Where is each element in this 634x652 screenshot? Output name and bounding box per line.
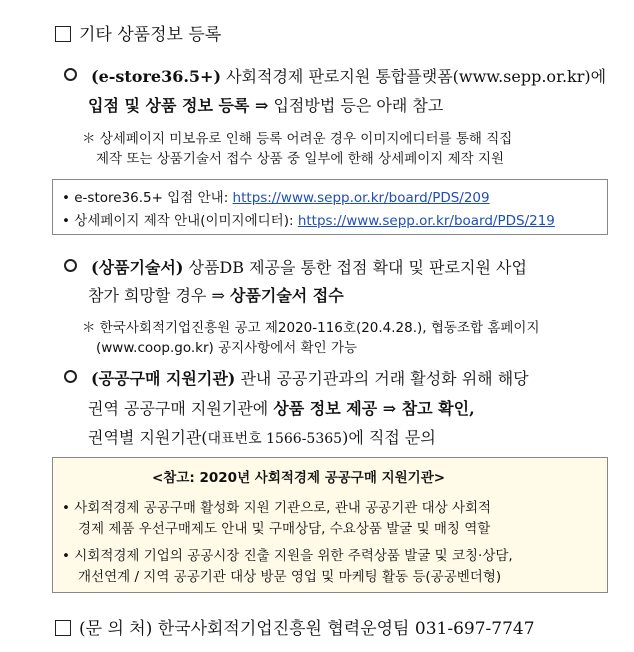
- detail-page-guide-link[interactable]: https://www.sepp.or.kr/board/PDS/219: [297, 213, 555, 229]
- item2-note-line2: (www.coop.go.kr) 공지사항에서 확인 가능: [96, 340, 358, 356]
- item1-line1: (e-store36.5+) 사회적경제 판로지원 통합플랫폼(www.sepp.or.kr)에: [64, 64, 606, 87]
- reference-bullet2-line2: 개선연계 / 지역 공공기관 대상 방문 영업 및 마케팅 활동 등(공공벤더형): [78, 569, 502, 585]
- contact-line: (문 의 처) 한국사회적기업진흥원 협력운영팀 031-697-7747: [55, 614, 535, 639]
- item3-line2: 권역 공공구매 지원기관에 상품 정보 제공 ⇒ 참고 확인,: [88, 399, 475, 418]
- reference-bullet1-line1: • 사회적경제 공공구매 활성화 지원 기관으로, 관내 공공기관 대상 사회적: [62, 500, 492, 516]
- estore-guide-link[interactable]: https://www.sepp.or.kr/board/PDS/209: [232, 190, 490, 206]
- item1-line2: 입점 및 상품 정보 등록 ⇒ 입점방법 등은 아래 참고: [88, 96, 444, 115]
- checkbox-square-icon: [55, 620, 71, 636]
- link-row-detail: • 상세페이지 제작 안내(이미지에디터): https://www.sepp.or.kr/board/PDS/219: [62, 213, 555, 229]
- reference-bullet2-line1: • 시회적경제 기업의 공공시장 진출 지원을 위한 주력상품 발굴 및 코칭·상담,: [62, 548, 513, 564]
- circle-bullet-icon: [64, 68, 77, 81]
- item2-line2: 참가 희망할 경우 ⇒ 상품기술서 접수: [88, 286, 344, 305]
- item3-line1: (공공구매 지원기관) 관내 공공기관과의 거래 활성화 위해 해당: [64, 366, 529, 389]
- reference-bullet1-line2: 경제 제품 우선구매제도 안내 및 구매상담, 수요상품 발굴 및 매칭 역할: [78, 521, 491, 537]
- item1-note-line2: 제작 또는 상품기술서 접수 상품 중 일부에 한해 상세페이지 제작 지원: [96, 151, 505, 167]
- item2-line1: (상품기술서) 상품DB 제공을 통한 접점 확대 및 판로지원 사업: [64, 255, 527, 278]
- section-heading: 기타 상품정보 등록: [55, 20, 221, 45]
- link-row-estore: • e-store36.5+ 입점 안내: https://www.sepp.or.kr/board/PDS/209: [62, 190, 490, 206]
- circle-bullet-icon: [64, 259, 77, 272]
- checkbox-square-icon: [55, 26, 71, 42]
- item2-note-line1: ＊ 한국사회적기업진흥원 공고 제2020-116호(20.4.28.), 협동조합 홈페이지: [82, 320, 540, 336]
- sepp-url: www.sepp.or.kr: [458, 67, 585, 86]
- item1-note-line1: ＊ 상세페이지 미보유로 인해 등록 어려운 경우 이미지에디터를 통해 직집: [82, 131, 513, 147]
- item3-line3: 권역별 지원기관(대표번호 1566-5365)에 직접 문의: [88, 428, 436, 447]
- circle-bullet-icon: [64, 370, 77, 383]
- reference-title: <참고: 2020년 사회적경제 공공구매 지원기관>: [152, 470, 446, 486]
